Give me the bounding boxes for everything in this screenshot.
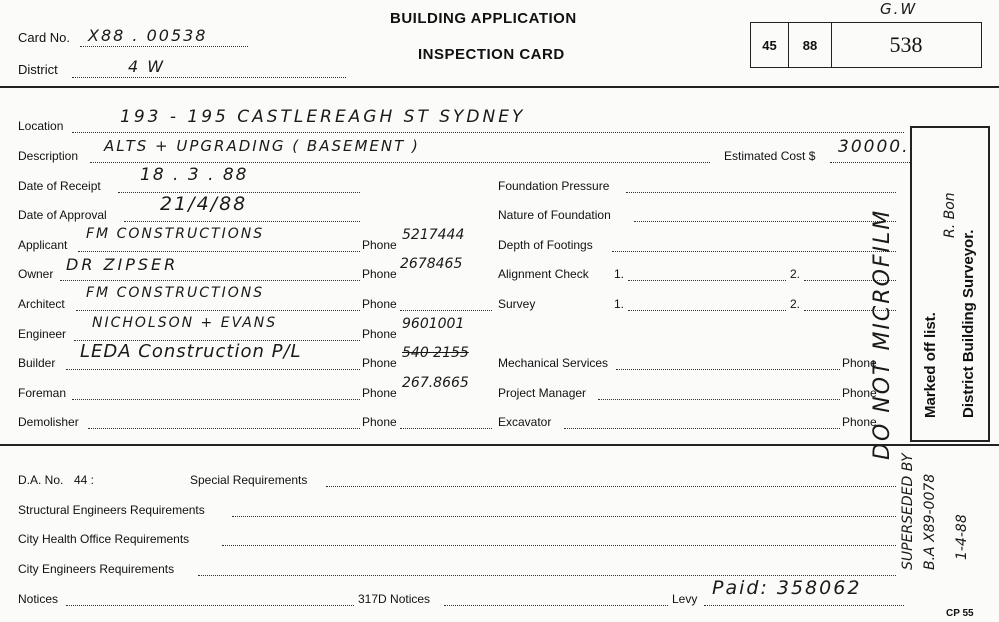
structural-requirements-label: Structural Engineers Requirements <box>18 503 205 517</box>
district-value: 4 W <box>128 57 166 76</box>
demolisher-phone-line <box>400 428 492 429</box>
alignment-check-1-line <box>628 280 786 281</box>
builder-value: LEDA Construction P/L <box>80 341 302 362</box>
foreman-phone-value: 267.8665 <box>402 375 469 391</box>
excavator-label: Excavator <box>498 415 552 429</box>
engineer-phone-value: 9601001 <box>402 316 465 332</box>
survey-check-1: 1. <box>614 297 625 311</box>
owner-label: Owner <box>18 267 54 281</box>
alignment-check-label: Alignment Check <box>498 267 589 281</box>
applicant-phone-value: 5217444 <box>402 227 465 243</box>
box-cell-year: 88 <box>789 23 832 67</box>
demolisher-phone-label: Phone <box>362 415 397 429</box>
location-label: Location <box>18 119 64 133</box>
description-value: ALTS + UPGRADING ( BASEMENT ) <box>104 137 420 155</box>
levy-line <box>704 605 904 606</box>
description-line <box>90 162 710 163</box>
owner-phone-label: Phone <box>362 267 397 281</box>
alignment-check-1: 1. <box>614 267 625 281</box>
stamp-marked-off-list: Marked off list. <box>922 312 939 418</box>
survey-check-2: 2. <box>790 297 801 311</box>
project-manager-line <box>598 399 840 400</box>
architect-phone-label: Phone <box>362 297 397 311</box>
estimated-cost-line <box>830 162 910 163</box>
card-no-line <box>80 46 248 47</box>
owner-line <box>60 280 360 281</box>
architect-phone-line <box>400 310 492 311</box>
nature-of-foundation-label: Nature of Foundation <box>498 208 611 222</box>
architect-line <box>76 310 360 311</box>
title-line2: INSPECTION CARD <box>418 46 565 63</box>
applicant-phone-label: Phone <box>362 238 397 252</box>
date-of-receipt-label: Date of Receipt <box>18 179 101 193</box>
health-requirements-label: City Health Office Requirements <box>18 532 190 546</box>
box-cell-number: 538 <box>889 32 923 57</box>
project-manager-phone-label: Phone <box>842 386 877 400</box>
district-label: District <box>18 62 58 77</box>
builder-phone-value: 540 2155 <box>402 345 469 361</box>
owner-phone-value: 2678465 <box>400 256 463 272</box>
health-requirements-line <box>222 545 896 546</box>
engineers-requirements-label: City Engineers Requirements <box>18 562 175 576</box>
title-line1: BUILDING APPLICATION <box>390 10 577 27</box>
nature-of-foundation-line <box>634 221 896 222</box>
excavator-line <box>564 428 840 429</box>
applicant-line <box>78 251 360 252</box>
foreman-label: Foreman <box>18 386 67 400</box>
estimated-cost-value: 30000. <box>838 137 910 157</box>
stamp-district-building-surveyor: District Building Surveyor. <box>960 229 977 418</box>
engineer-phone-label: Phone <box>362 327 397 341</box>
stamp-initials: R. Bon <box>942 192 958 238</box>
applicant-label: Applicant <box>18 238 68 252</box>
levy-label: Levy <box>672 592 698 606</box>
demolisher-label: Demolisher <box>18 415 79 429</box>
builder-line <box>66 369 360 370</box>
description-label: Description <box>18 149 79 163</box>
demolisher-line <box>88 428 360 429</box>
card-no-label: Card No. <box>18 30 71 45</box>
date-of-receipt-value: 18 . 3 . 88 <box>140 165 249 185</box>
survey-check-1-line <box>628 310 786 311</box>
alignment-check-2: 2. <box>790 267 801 281</box>
mechanical-phone-label: Phone <box>842 356 877 370</box>
foundation-pressure-label: Foundation Pressure <box>498 179 610 193</box>
project-manager-label: Project Manager <box>498 386 587 400</box>
card-no-value: X88 . 00538 <box>88 26 208 45</box>
owner-value: DR ZIPSER <box>66 255 179 274</box>
survey-label: Survey <box>498 297 536 311</box>
depth-of-footings-label: Depth of Footings <box>498 238 593 252</box>
location-line <box>72 132 904 133</box>
date-of-approval-value: 21/4/88 <box>160 193 248 215</box>
structural-requirements-line <box>232 516 896 517</box>
engineer-value: NICHOLSON + EVANS <box>92 315 278 331</box>
do-not-microfilm-note: DO NOT MICROFILM <box>870 208 895 460</box>
applicant-value: FM CONSTRUCTIONS <box>86 226 265 242</box>
notices-317d-label: 317D Notices <box>358 592 431 606</box>
builder-phone-label: Phone <box>362 356 397 370</box>
card-number-box <box>750 22 982 68</box>
foundation-pressure-line <box>626 192 896 193</box>
details-divider <box>0 444 999 446</box>
gw-mark: G.W <box>880 0 918 18</box>
superseded-note: SUPERSEDED BY <box>900 453 916 570</box>
form-code: CP 55 <box>946 608 974 619</box>
special-requirements-line <box>326 486 896 487</box>
box-cell-year-code: 45 <box>751 23 789 67</box>
builder-label: Builder <box>18 356 56 370</box>
notices-label: Notices <box>18 592 59 606</box>
district-surveyor-stamp <box>910 126 990 442</box>
architect-label: Architect <box>18 297 65 311</box>
engineer-label: Engineer <box>18 327 67 341</box>
district-line <box>72 77 346 78</box>
estimated-cost-label: Estimated Cost $ <box>724 149 816 163</box>
depth-of-footings-line <box>612 251 896 252</box>
superseded-ref: B.A X89-0078 <box>922 473 938 570</box>
da-no-value: 44 : <box>74 473 95 487</box>
foreman-line <box>72 399 360 400</box>
architect-value: FM CONSTRUCTIONS <box>86 285 265 301</box>
superseded-date: 1-4-88 <box>954 514 970 560</box>
special-requirements-label: Special Requirements <box>190 473 308 487</box>
date-of-approval-line <box>124 221 360 222</box>
notices-line <box>66 605 354 606</box>
da-no-label: D.A. No. <box>18 473 64 487</box>
engineers-requirements-line <box>198 575 896 576</box>
foreman-phone-label: Phone <box>362 386 397 400</box>
mechanical-services-line <box>616 369 840 370</box>
notices-317d-line <box>444 605 668 606</box>
excavator-phone-label: Phone <box>842 415 877 429</box>
mechanical-services-label: Mechanical Services <box>498 356 609 370</box>
date-of-approval-label: Date of Approval <box>18 208 107 222</box>
header-divider <box>0 86 999 88</box>
levy-value: Paid: 358062 <box>712 577 862 599</box>
location-value: 193 - 195 CASTLEREAGH ST SYDNEY <box>120 107 526 127</box>
